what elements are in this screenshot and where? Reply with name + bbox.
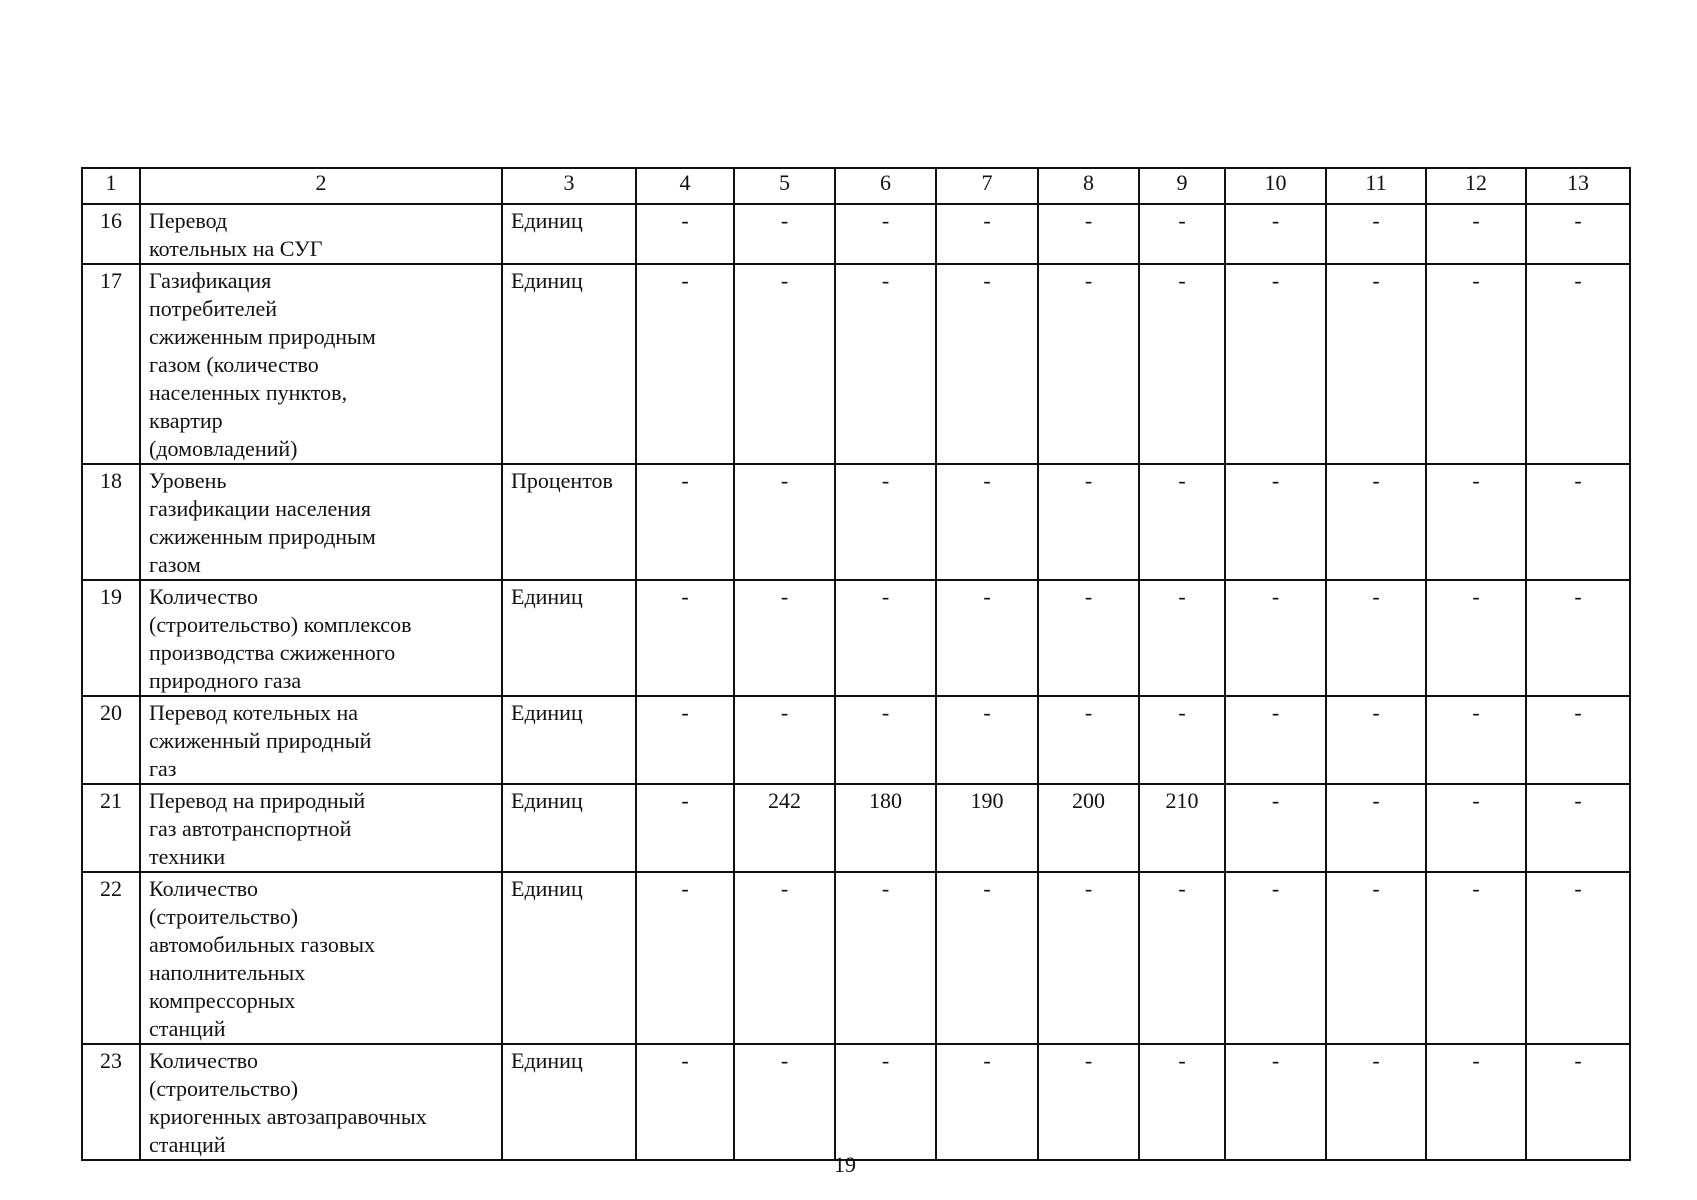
value-cell: - — [1139, 1044, 1225, 1160]
header-cell: 4 — [636, 168, 734, 204]
row-number: 16 — [82, 204, 140, 264]
indicator-name: Перевод котельных на сжиженный природный газ — [140, 696, 502, 784]
table-row — [82, 872, 1630, 1044]
value-cell: - — [1225, 204, 1326, 264]
value-cell: - — [636, 580, 734, 696]
value-cell: - — [1526, 580, 1630, 696]
value-cell: - — [1326, 1044, 1426, 1160]
value-cell: - — [936, 464, 1038, 580]
value-cell: - — [1038, 872, 1139, 1044]
indicator-table — [81, 167, 1631, 1161]
value-cell: - — [734, 204, 835, 264]
header-cell: 11 — [1326, 168, 1426, 204]
value-cell: - — [636, 696, 734, 784]
row-number: 21 — [82, 784, 140, 872]
table-row — [82, 784, 1630, 872]
value-cell: - — [734, 696, 835, 784]
value-cell: - — [1526, 872, 1630, 1044]
value-cell: - — [936, 696, 1038, 784]
value-cell: - — [636, 204, 734, 264]
value-cell: - — [1038, 696, 1139, 784]
value-cell: - — [1038, 264, 1139, 464]
value-cell: - — [1139, 580, 1225, 696]
value-cell: - — [734, 264, 835, 464]
value-cell: - — [1426, 872, 1526, 1044]
page-number: 19 — [834, 1152, 856, 1177]
value-cell: - — [1326, 872, 1426, 1044]
header-cell: 9 — [1139, 168, 1225, 204]
row-number: 18 — [82, 464, 140, 580]
value-cell: - — [1326, 580, 1426, 696]
header-cell: 6 — [835, 168, 936, 204]
value-cell: 242 — [734, 784, 835, 872]
indicator-name: Уровень газификации населения сжиженным природным газом — [140, 464, 502, 580]
value-cell: - — [1526, 464, 1630, 580]
value-cell: - — [1038, 204, 1139, 264]
row-number: 17 — [82, 264, 140, 464]
value-cell: - — [1326, 464, 1426, 580]
unit-cell: Единиц — [502, 784, 636, 872]
header-cell: 8 — [1038, 168, 1139, 204]
value-cell: - — [734, 464, 835, 580]
indicator-name: Перевод котельных на СУГ — [140, 204, 502, 264]
value-cell: - — [1526, 696, 1630, 784]
value-cell: - — [1225, 696, 1326, 784]
value-cell: - — [1225, 784, 1326, 872]
table-row — [82, 464, 1630, 580]
value-cell: - — [1038, 1044, 1139, 1160]
row-number: 19 — [82, 580, 140, 696]
value-cell: - — [734, 1044, 835, 1160]
value-cell: - — [1139, 696, 1225, 784]
value-cell: - — [1426, 264, 1526, 464]
value-cell: - — [1225, 1044, 1326, 1160]
row-number: 23 — [82, 1044, 140, 1160]
value-cell: 190 — [936, 784, 1038, 872]
value-cell: - — [835, 580, 936, 696]
value-cell: - — [1426, 580, 1526, 696]
unit-cell: Единиц — [502, 872, 636, 1044]
value-cell: - — [636, 872, 734, 1044]
value-cell: - — [835, 264, 936, 464]
value-cell: - — [1038, 464, 1139, 580]
value-cell: - — [936, 264, 1038, 464]
value-cell: - — [1139, 264, 1225, 464]
value-cell: - — [1526, 204, 1630, 264]
unit-cell: Процентов — [502, 464, 636, 580]
header-cell: 10 — [1225, 168, 1326, 204]
header-cell: 12 — [1426, 168, 1526, 204]
indicator-name: Количество (строительство) комплексов производства сжиженного природного газа — [140, 580, 502, 696]
value-cell: - — [936, 580, 1038, 696]
value-cell: - — [1526, 784, 1630, 872]
value-cell: - — [1225, 580, 1326, 696]
unit-cell: Единиц — [502, 580, 636, 696]
value-cell: - — [636, 1044, 734, 1160]
value-cell: - — [636, 464, 734, 580]
header-cell: 1 — [82, 168, 140, 204]
value-cell: - — [1038, 580, 1139, 696]
value-cell: - — [835, 872, 936, 1044]
value-cell: - — [1426, 784, 1526, 872]
value-cell: - — [1426, 1044, 1526, 1160]
value-cell: - — [1139, 464, 1225, 580]
value-cell: - — [835, 1044, 936, 1160]
unit-cell: Единиц — [502, 264, 636, 464]
value-cell: - — [636, 264, 734, 464]
value-cell: - — [936, 1044, 1038, 1160]
value-cell: - — [734, 872, 835, 1044]
value-cell: - — [936, 204, 1038, 264]
header-cell: 5 — [734, 168, 835, 204]
value-cell: - — [1326, 784, 1426, 872]
indicator-name: Перевод на природный газ автотранспортной техники — [140, 784, 502, 872]
indicator-name: Количество (строительство) автомобильных газовых наполнительных компрессорных станций — [140, 872, 502, 1044]
header-cell: 7 — [936, 168, 1038, 204]
table-row — [82, 580, 1630, 696]
unit-cell: Единиц — [502, 696, 636, 784]
value-cell: - — [734, 580, 835, 696]
header-cell: 3 — [502, 168, 636, 204]
value-cell: - — [1426, 464, 1526, 580]
header-cell: 13 — [1526, 168, 1630, 204]
value-cell: - — [1526, 1044, 1630, 1160]
value-cell: - — [1426, 696, 1526, 784]
value-cell: - — [1225, 464, 1326, 580]
value-cell: - — [1426, 204, 1526, 264]
table-row — [82, 696, 1630, 784]
value-cell: - — [1139, 204, 1225, 264]
value-cell: - — [1139, 872, 1225, 1044]
indicator-name: Количество (строительство) криогенных автозаправочных станций — [140, 1044, 502, 1160]
value-cell: - — [1326, 696, 1426, 784]
value-cell: - — [835, 696, 936, 784]
value-cell: - — [936, 872, 1038, 1044]
header-cell: 2 — [140, 168, 502, 204]
value-cell: - — [1225, 264, 1326, 464]
unit-cell: Единиц — [502, 1044, 636, 1160]
table-row — [82, 1044, 1630, 1160]
value-cell: 210 — [1139, 784, 1225, 872]
value-cell: - — [1326, 204, 1426, 264]
value-cell: 200 — [1038, 784, 1139, 872]
value-cell: - — [835, 464, 936, 580]
value-cell: - — [1225, 872, 1326, 1044]
value-cell: - — [1326, 264, 1426, 464]
table-body — [82, 168, 1630, 1160]
value-cell: - — [636, 784, 734, 872]
row-number: 20 — [82, 696, 140, 784]
table-row — [82, 264, 1630, 464]
value-cell: - — [1526, 264, 1630, 464]
table-row — [82, 204, 1630, 264]
value-cell: - — [835, 204, 936, 264]
header-row — [82, 168, 1630, 204]
indicator-name: Газификация потребителей сжиженным природным газом (количество населенных пунктов, квартир (домовладений) — [140, 264, 502, 464]
unit-cell: Единиц — [502, 204, 636, 264]
row-number: 22 — [82, 872, 140, 1044]
value-cell: 180 — [835, 784, 936, 872]
